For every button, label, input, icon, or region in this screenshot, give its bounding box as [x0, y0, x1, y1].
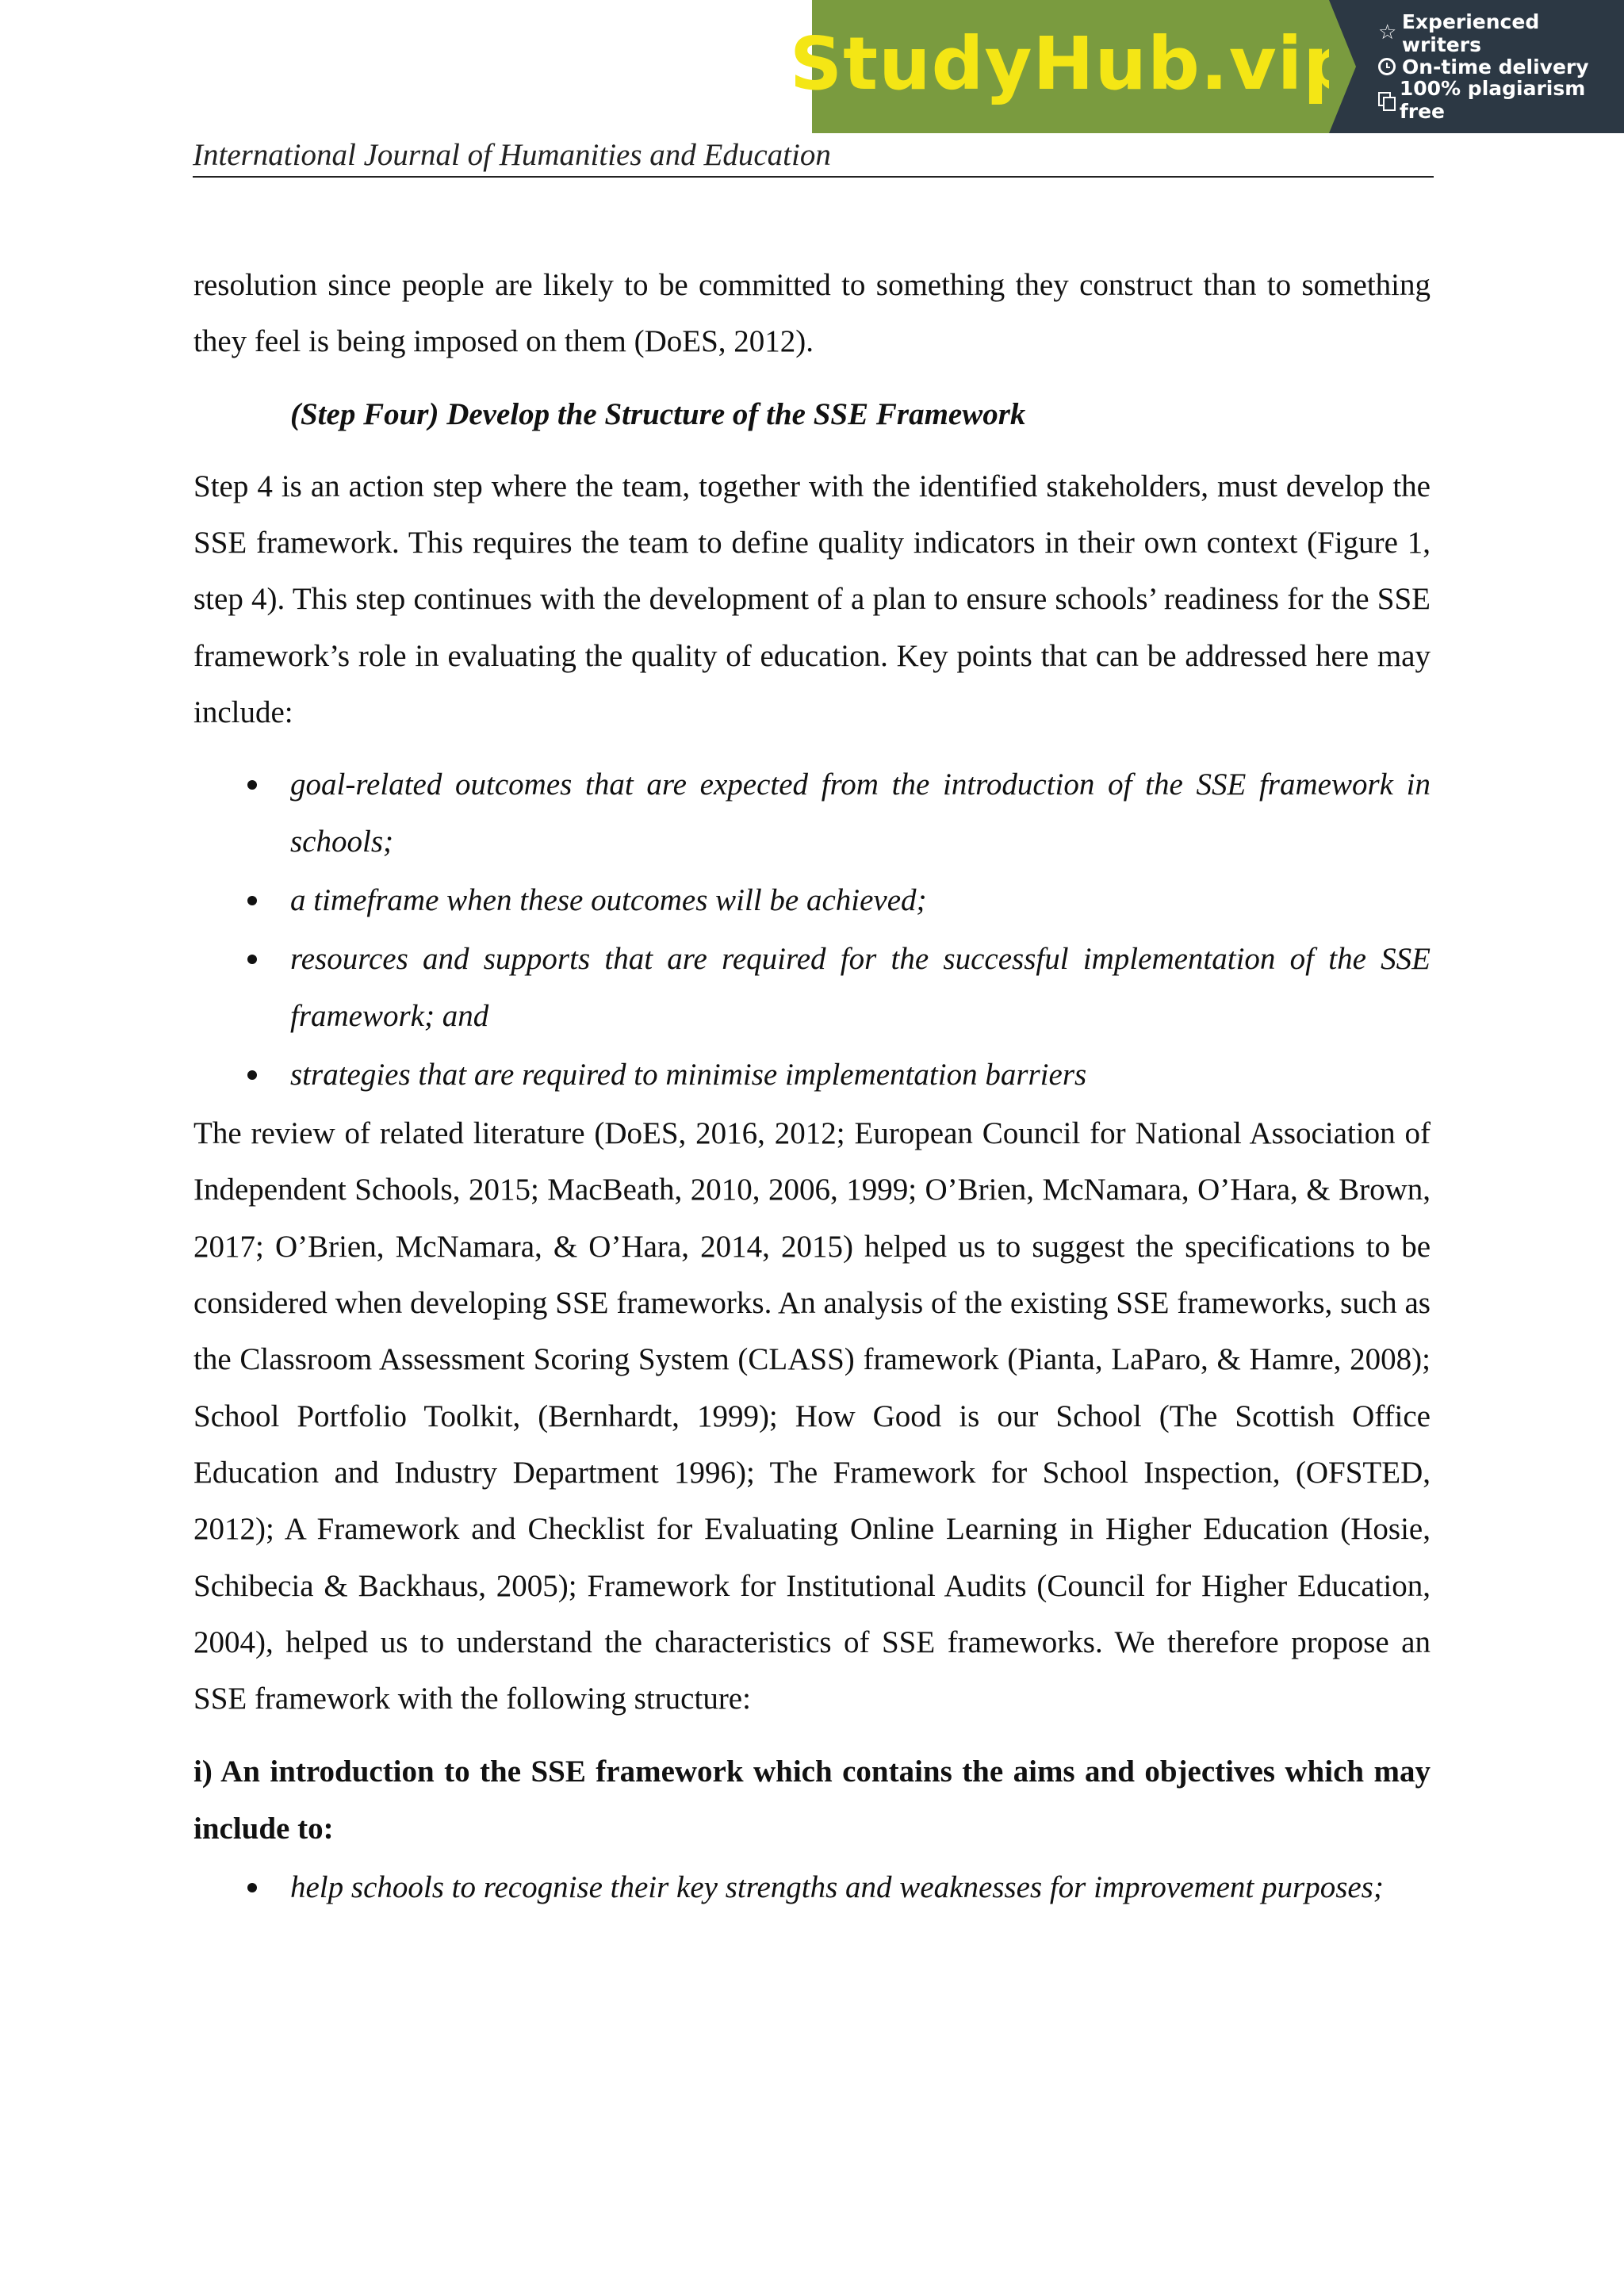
star-icon — [1378, 25, 1396, 42]
feature-label: 100% plagiarism free — [1399, 77, 1586, 123]
paragraph-literature-review: The review of related literature (DoES, 2016, 2012; European Council for National Association of Independent Schools, 2015; MacBeath, 2010, 2006, 1999; O’Brien, McNamara, O’Hara, & Brown, 2017; O’Brien, McNamara, & O’Hara, 2014, 2015) helped us to suggest the specifications to be considered when developing SSE frameworks. An analysis of the existing SSE frameworks, such as the Classroom Assessment Scoring System (CLASS) framework (Pianta, LaParo, & Hamre, 2008); School Portfolio Toolkit, (Bernhardt, 1999); How Good is our School (The Scottish Office Education and Industry Department 1996); The Framework for School Inspection, (OFSTED, 2012); A Framework and Checklist for Evaluating Online Learning in Higher Education (Hosie, Schibecia & Backhaus, 2005); Framework for Institutional Audits (Council for Higher Education, 2004), helped us to understand the characteristics of SSE frameworks. We therefore propose an SSE framework with the following structure: — [193, 1116, 1431, 1716]
studyhub-logo — [789, 0, 1357, 133]
feature-plagiarism-free — [1378, 77, 1624, 123]
feature-label: On-time delivery — [1402, 55, 1589, 78]
list-item: resources and supports that are required for the successful implementation of the SSE framework; and — [193, 931, 1431, 1044]
list-item: goal-related outcomes that are expected from the introduction of the SSE framework in schools; — [193, 756, 1431, 870]
banner-arrow-shape — [1329, 0, 1356, 133]
studyhub-logo-text: StudyHub.vip — [789, 21, 1357, 106]
document-body — [193, 257, 1431, 1918]
list-item: help schools to recognise their key strengths and weaknesses for improvement purposes; — [193, 1859, 1431, 1915]
studyhub-banner[interactable] — [789, 0, 1624, 133]
aims-list — [193, 1859, 1431, 1915]
framework-introduction-heading: i) An introduction to the SSE framework which contains the aims and objectives which may include to: — [193, 1755, 1431, 1846]
journal-title: International Journal of Humanities and Education — [193, 135, 1434, 178]
paragraph-resolution: resolution since people are likely to be committed to something they construct than to something they feel is being imposed on them (DoES, 2012). — [193, 268, 1431, 359]
paragraph-step-four: Step 4 is an action step where the team, together with the identified stakeholders, must develop the SSE framework. This requires the team to define quality indicators in their own context (Figure 1, step 4). This step continues with the development of a plan to ensure schools’ readiness for the SSE framework’s role in evaluating the quality of education. Key points that can be addressed here may include: — [193, 469, 1431, 730]
clock-icon — [1378, 58, 1396, 75]
banner-feature-list — [1329, 0, 1624, 133]
list-item: a timeframe when these outcomes will be achieved; — [193, 872, 1431, 928]
feature-label: Experienced writers — [1401, 10, 1540, 56]
copy-icon — [1378, 92, 1393, 108]
key-points-list — [193, 756, 1431, 1103]
feature-experienced-writers — [1378, 10, 1624, 56]
section-subheading: (Step Four) Develop the Structure of the SSE Framework — [290, 396, 1026, 431]
list-item: strategies that are required to minimise implementation barriers — [193, 1047, 1431, 1103]
